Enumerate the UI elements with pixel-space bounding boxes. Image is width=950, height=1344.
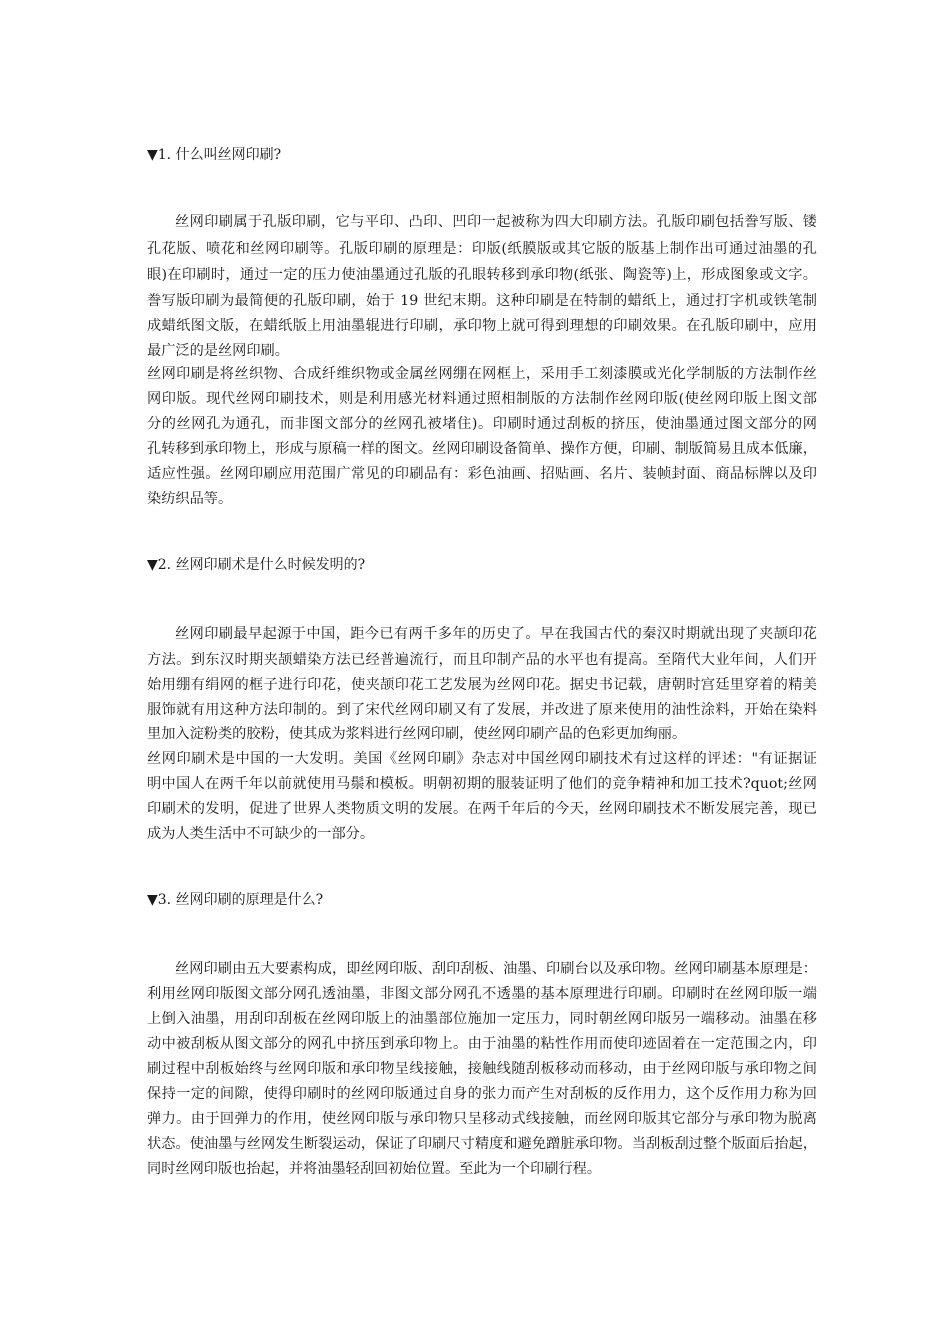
paragraph-line: 成为人类生活中不可缺少的一部分。 <box>147 826 375 842</box>
paragraph-line: 丝网印刷属于孔版印刷，它与平印、凸印、凹印一起被称为四大印刷方法。孔版印刷包括誊写版、镂 <box>175 214 817 230</box>
paragraph-line: 眼)在印刷时，通过一定的压力使油墨通过孔版的孔眼转移到承印物(纸张、陶瓷等)上，形成图象或文字。 <box>147 267 817 283</box>
paragraph-line: 同时丝网印版也抬起，并将油墨轻刮回初始位置。至此为一个印刷行程。 <box>147 1161 602 1177</box>
section-1-heading: ▼1. 什么叫丝网印刷? <box>147 147 282 163</box>
paragraph-line: 利用丝网印版图文部分网孔透油墨，非图文部分网孔不透墨的基本原理进行印刷。印刷时在丝网印版一端 <box>147 986 817 1002</box>
paragraph-line: 最广泛的是丝网印刷。 <box>147 343 289 359</box>
paragraph-line: 印刷术的发明，促进了世界人类物质文明的发展。在两千年后的今天，丝网印刷技术不断发展完善，现已 <box>147 801 817 817</box>
paragraph-line: 里加入淀粉类的胶粉，使其成为浆料进行丝网印刷，使丝网印刷产品的色彩更加绚丽。 <box>147 726 687 742</box>
paragraph-line: 网印版。现代丝网印刷技术，则是利用感光材料通过照相制版的方法制作丝网印版(使丝网印版上图文部 <box>147 391 817 407</box>
paragraph-line: 孔转移到承印物上，形成与原稿一样的图文。丝网印刷设备简单、操作方便，印刷、制版简易且成本低廉， <box>147 441 817 457</box>
paragraph-line: 上倒入油墨，用刮印刮板在丝网印版上的油墨部位施加一定压力，同时朝丝网印版另一端移动。油墨在移 <box>147 1011 817 1027</box>
paragraph-line: 保持一定的间隙，使得印刷时的丝网印版通过自身的张力而产生对刮板的反作用力，这个反作用力称为回 <box>147 1086 817 1102</box>
paragraph-line: 明中国人在两千年以前就使用马鬃和模板。明朝初期的服装证明了他们的竞争精神和加工技术?quot;丝网 <box>147 776 817 792</box>
section-3-heading: ▼3. 丝网印刷的原理是什么? <box>147 892 324 908</box>
paragraph-line: 丝网印刷由五大要素构成，即丝网印版、刮印刮板、油墨、印刷台以及承印物。丝网印刷基本原理是： <box>175 961 817 977</box>
paragraph-line: 丝网印刷术是中国的一大发明。美国《丝网印刷》杂志对中国丝网印刷技术有过这样的评述："有证据证 <box>147 751 817 767</box>
paragraph-line: 始用绷有绢网的框子进行印花，使夹颉印花工艺发展为丝网印花。据史书记载，唐朝时宫廷里穿着的精美 <box>147 677 817 693</box>
paragraph-line: 状态。使油墨与丝网发生断裂运动，保证了印刷尺寸精度和避免蹭脏承印物。当刮板刮过整个版面后抬起， <box>147 1136 817 1152</box>
section-2-heading: ▼2. 丝网印刷术是什么时候发明的? <box>147 557 366 573</box>
paragraph-line: 丝网印刷最早起源于中国，距今已有两千多年的历史了。早在我国古代的秦汉时期就出现了夹颉印花 <box>175 626 817 642</box>
paragraph-line: 染纺织品等。 <box>147 491 233 507</box>
paragraph-line: 孔花版、喷花和丝网印刷等。孔版印刷的原理是：印版(纸膜版或其它版的版基上制作出可通过油墨的孔 <box>147 241 817 257</box>
paragraph-line: 丝网印刷是将丝织物、合成纤维织物或金属丝网绷在网框上，采用手工刻漆膜或光化学制版的方法制作丝 <box>147 366 817 382</box>
paragraph-line: 成蜡纸图文版，在蜡纸版上用油墨辊进行印刷，承印物上就可得到理想的印刷效果。在孔版印刷中，应用 <box>147 318 817 334</box>
paragraph-line: 誊写版印刷为最简便的孔版印刷，始于 19 世纪末期。这种印刷是在特制的蜡纸上，通过打字机或铁笔制 <box>147 293 817 309</box>
paragraph-line: 适应性强。丝网印刷应用范围广常见的印刷品有：彩色油画、招贴画、名片、装帧封面、商品标牌以及印 <box>147 466 817 482</box>
paragraph-line: 分的丝网孔为通孔，而非图文部分的丝网孔被堵住)。印刷时通过刮板的挤压，使油墨通过图文部分的网 <box>147 416 817 432</box>
paragraph-line: 动中被刮板从图文部分的网孔中挤压到承印物上。由于油墨的粘性作用而使印迹固着在一定范围之内，印 <box>147 1036 817 1052</box>
paragraph-line: 弹力。由于回弹力的作用，使丝网印版与承印物只呈移动式线接触，而丝网印版其它部分与承印物为脱离 <box>147 1111 817 1127</box>
paragraph-line: 服饰就有用这种方法印制的。到了宋代丝网印刷又有了发展，并改进了原来使用的油性涂料，开始在染料 <box>147 702 817 718</box>
paragraph-line: 方法。到东汉时期夹颉蜡染方法已经普遍流行，而且印制产品的水平也有提高。至隋代大业年间，人们开 <box>147 652 817 668</box>
paragraph-line: 刷过程中刮板始终与丝网印版和承印物呈线接触，接触线随刮板移动而移动，由于丝网印版与承印物之间 <box>147 1061 817 1077</box>
